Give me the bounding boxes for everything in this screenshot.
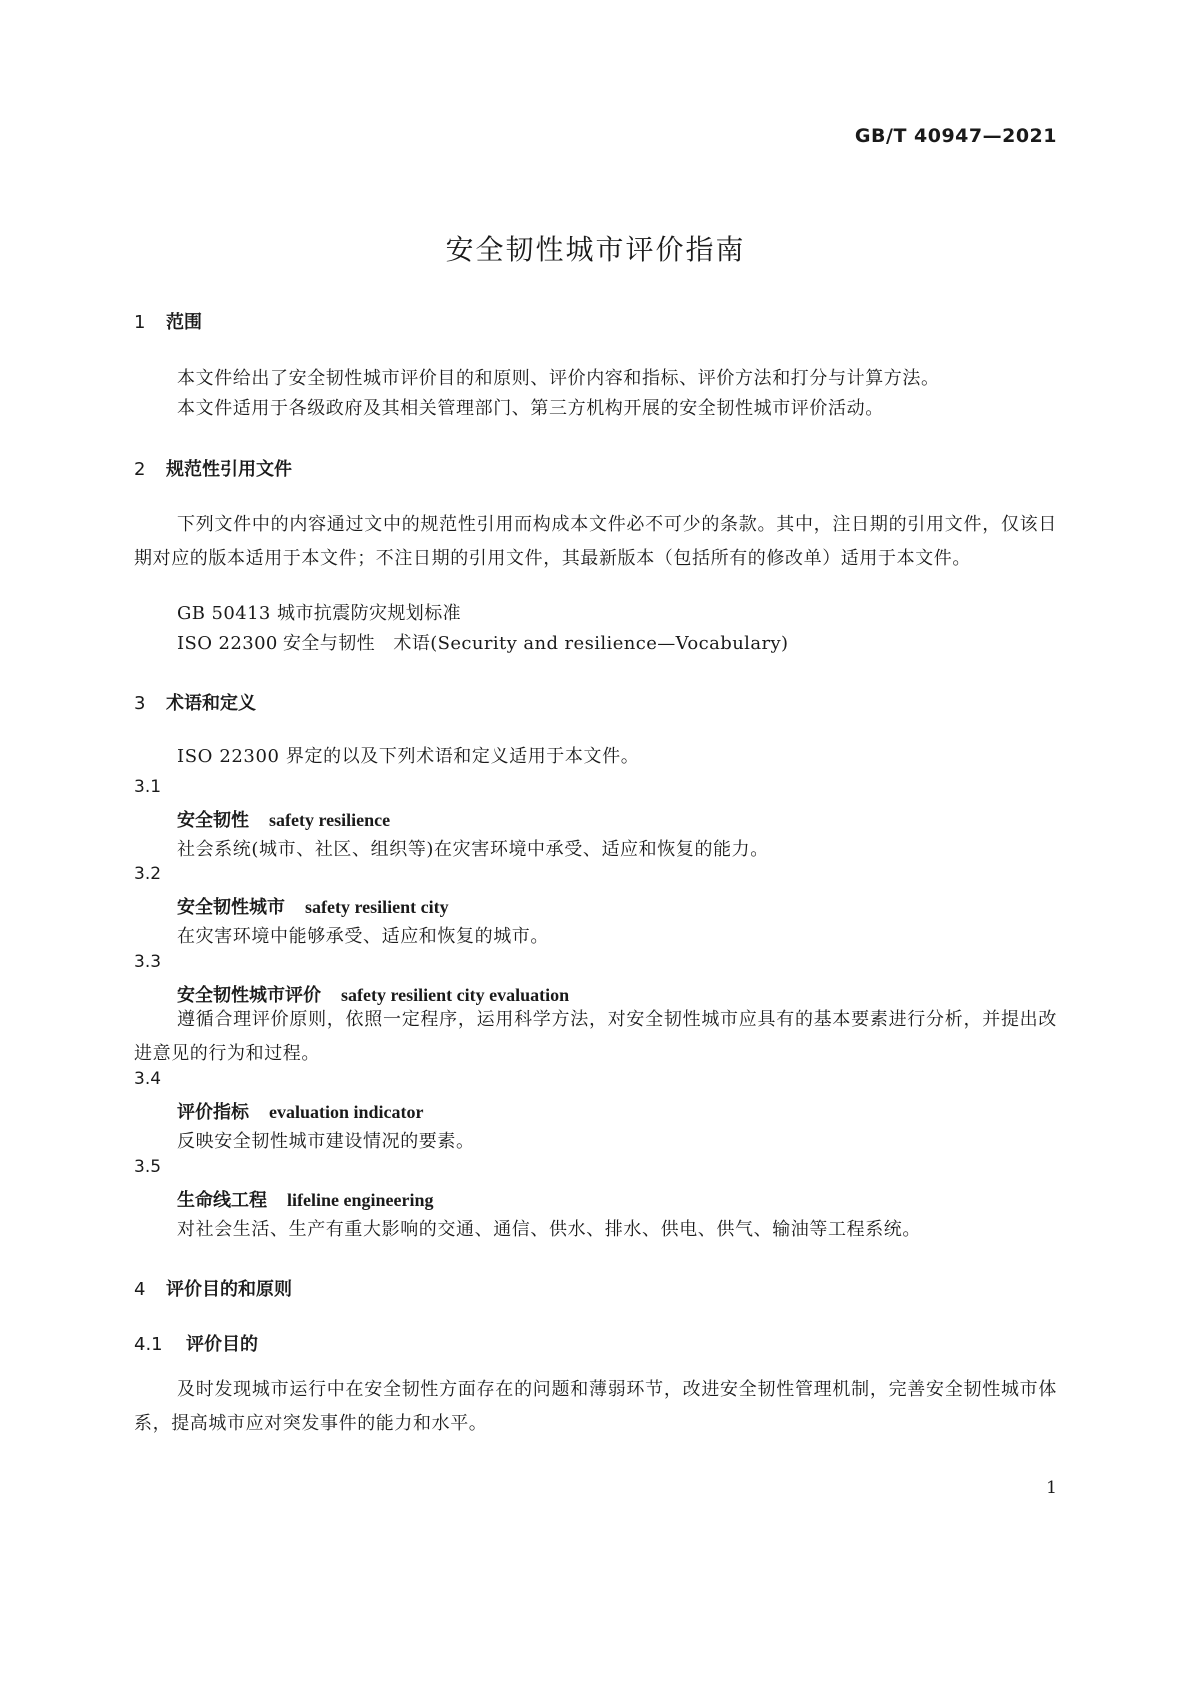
reference-item — [177, 629, 788, 655]
term-definition: 遵循合理评价原则，依照一定程序，运用科学方法，对安全韧性城市应具有的基本要素进行分析，并提出改进意见的行为和过程。 — [134, 1009, 1057, 1064]
term-number: 3.3 — [134, 952, 162, 972]
section-title: 术语和定义 — [166, 693, 256, 714]
term-number: 3.1 — [134, 777, 162, 797]
paragraph: 本文件适用于各级政府及其相关管理部门、第三方机构开展的安全韧性城市评价活动。 — [177, 398, 884, 419]
reference-title: 安全与韧性 术语(Security and resilience—Vocabulary) — [283, 633, 789, 654]
paragraph: 及时发现城市运行中在安全韧性方面存在的问题和薄弱环节，改进安全韧性管理机制，完善安全韧性城市体系，提高城市应对突发事件的能力和水平。 — [134, 1379, 1057, 1434]
section-title: 规范性引用文件 — [166, 459, 292, 480]
paragraph: ISO 22300 界定的以及下列术语和定义适用于本文件。 — [177, 746, 640, 767]
reference-title: 城市抗震防灾规划标准 — [277, 603, 461, 624]
term-number: 3.5 — [134, 1157, 162, 1177]
term-zh: 生命线工程 — [177, 1190, 267, 1211]
page-number: 1 — [1046, 1478, 1057, 1498]
term-zh: 评价指标 — [177, 1102, 249, 1123]
term-entry — [177, 1186, 433, 1212]
section-heading-3 — [134, 689, 256, 715]
section-number: 3 — [134, 693, 146, 714]
term-number: 3.2 — [134, 864, 162, 884]
reference-item — [177, 599, 461, 625]
section-heading-2 — [134, 455, 292, 481]
section-title: 范围 — [166, 312, 202, 333]
paragraph: 本文件给出了安全韧性城市评价目的和原则、评价内容和指标、评价方法和打分与计算方法。 — [177, 368, 940, 389]
term-definition: 社会系统(城市、社区、组织等)在灾害环境中承受、适应和恢复的能力。 — [177, 839, 769, 860]
term-en: safety resilient city — [305, 897, 449, 917]
term-en: evaluation indicator — [269, 1102, 424, 1122]
reference-code: GB 50413 — [177, 603, 271, 624]
document-title: 安全韧性城市评价指南 — [445, 233, 746, 266]
section-number: 2 — [134, 459, 146, 480]
term-zh: 安全韧性城市评价 — [177, 985, 321, 1006]
standard-code: GB/T 40947—2021 — [854, 125, 1057, 147]
term-definition: 反映安全韧性城市建设情况的要素。 — [177, 1131, 475, 1152]
paragraph: 下列文件中的内容通过文中的规范性引用而构成本文件必不可少的条款。其中，注日期的引用文件，仅该日期对应的版本适用于本文件；不注日期的引用文件，其最新版本（包括所有的修改单）适用于本文件。 — [134, 514, 1057, 569]
section-heading-4 — [134, 1275, 292, 1301]
section-title: 评价目的和原则 — [166, 1279, 292, 1300]
term-entry — [177, 1098, 424, 1124]
term-en: safety resilience — [269, 810, 391, 830]
term-definition: 在灾害环境中能够承受、适应和恢复的城市。 — [177, 926, 549, 947]
term-en: lifeline engineering — [287, 1190, 434, 1210]
term-zh: 安全韧性 — [177, 810, 249, 831]
term-number: 3.4 — [134, 1069, 162, 1089]
term-zh: 安全韧性城市 — [177, 897, 285, 918]
section-number: 4.1 — [134, 1334, 163, 1355]
term-definition: 对社会生活、生产有重大影响的交通、通信、供水、排水、供电、供气、输油等工程系统。 — [177, 1219, 921, 1240]
section-heading-1 — [134, 308, 202, 334]
term-en: safety resilient city evaluation — [341, 985, 570, 1005]
section-heading-4-1 — [134, 1330, 258, 1356]
reference-code: ISO 22300 — [177, 633, 278, 654]
section-number: 1 — [134, 312, 146, 333]
section-title: 评价目的 — [186, 1334, 258, 1355]
section-number: 4 — [134, 1279, 146, 1300]
term-entry — [177, 806, 390, 832]
term-entry — [177, 893, 449, 919]
